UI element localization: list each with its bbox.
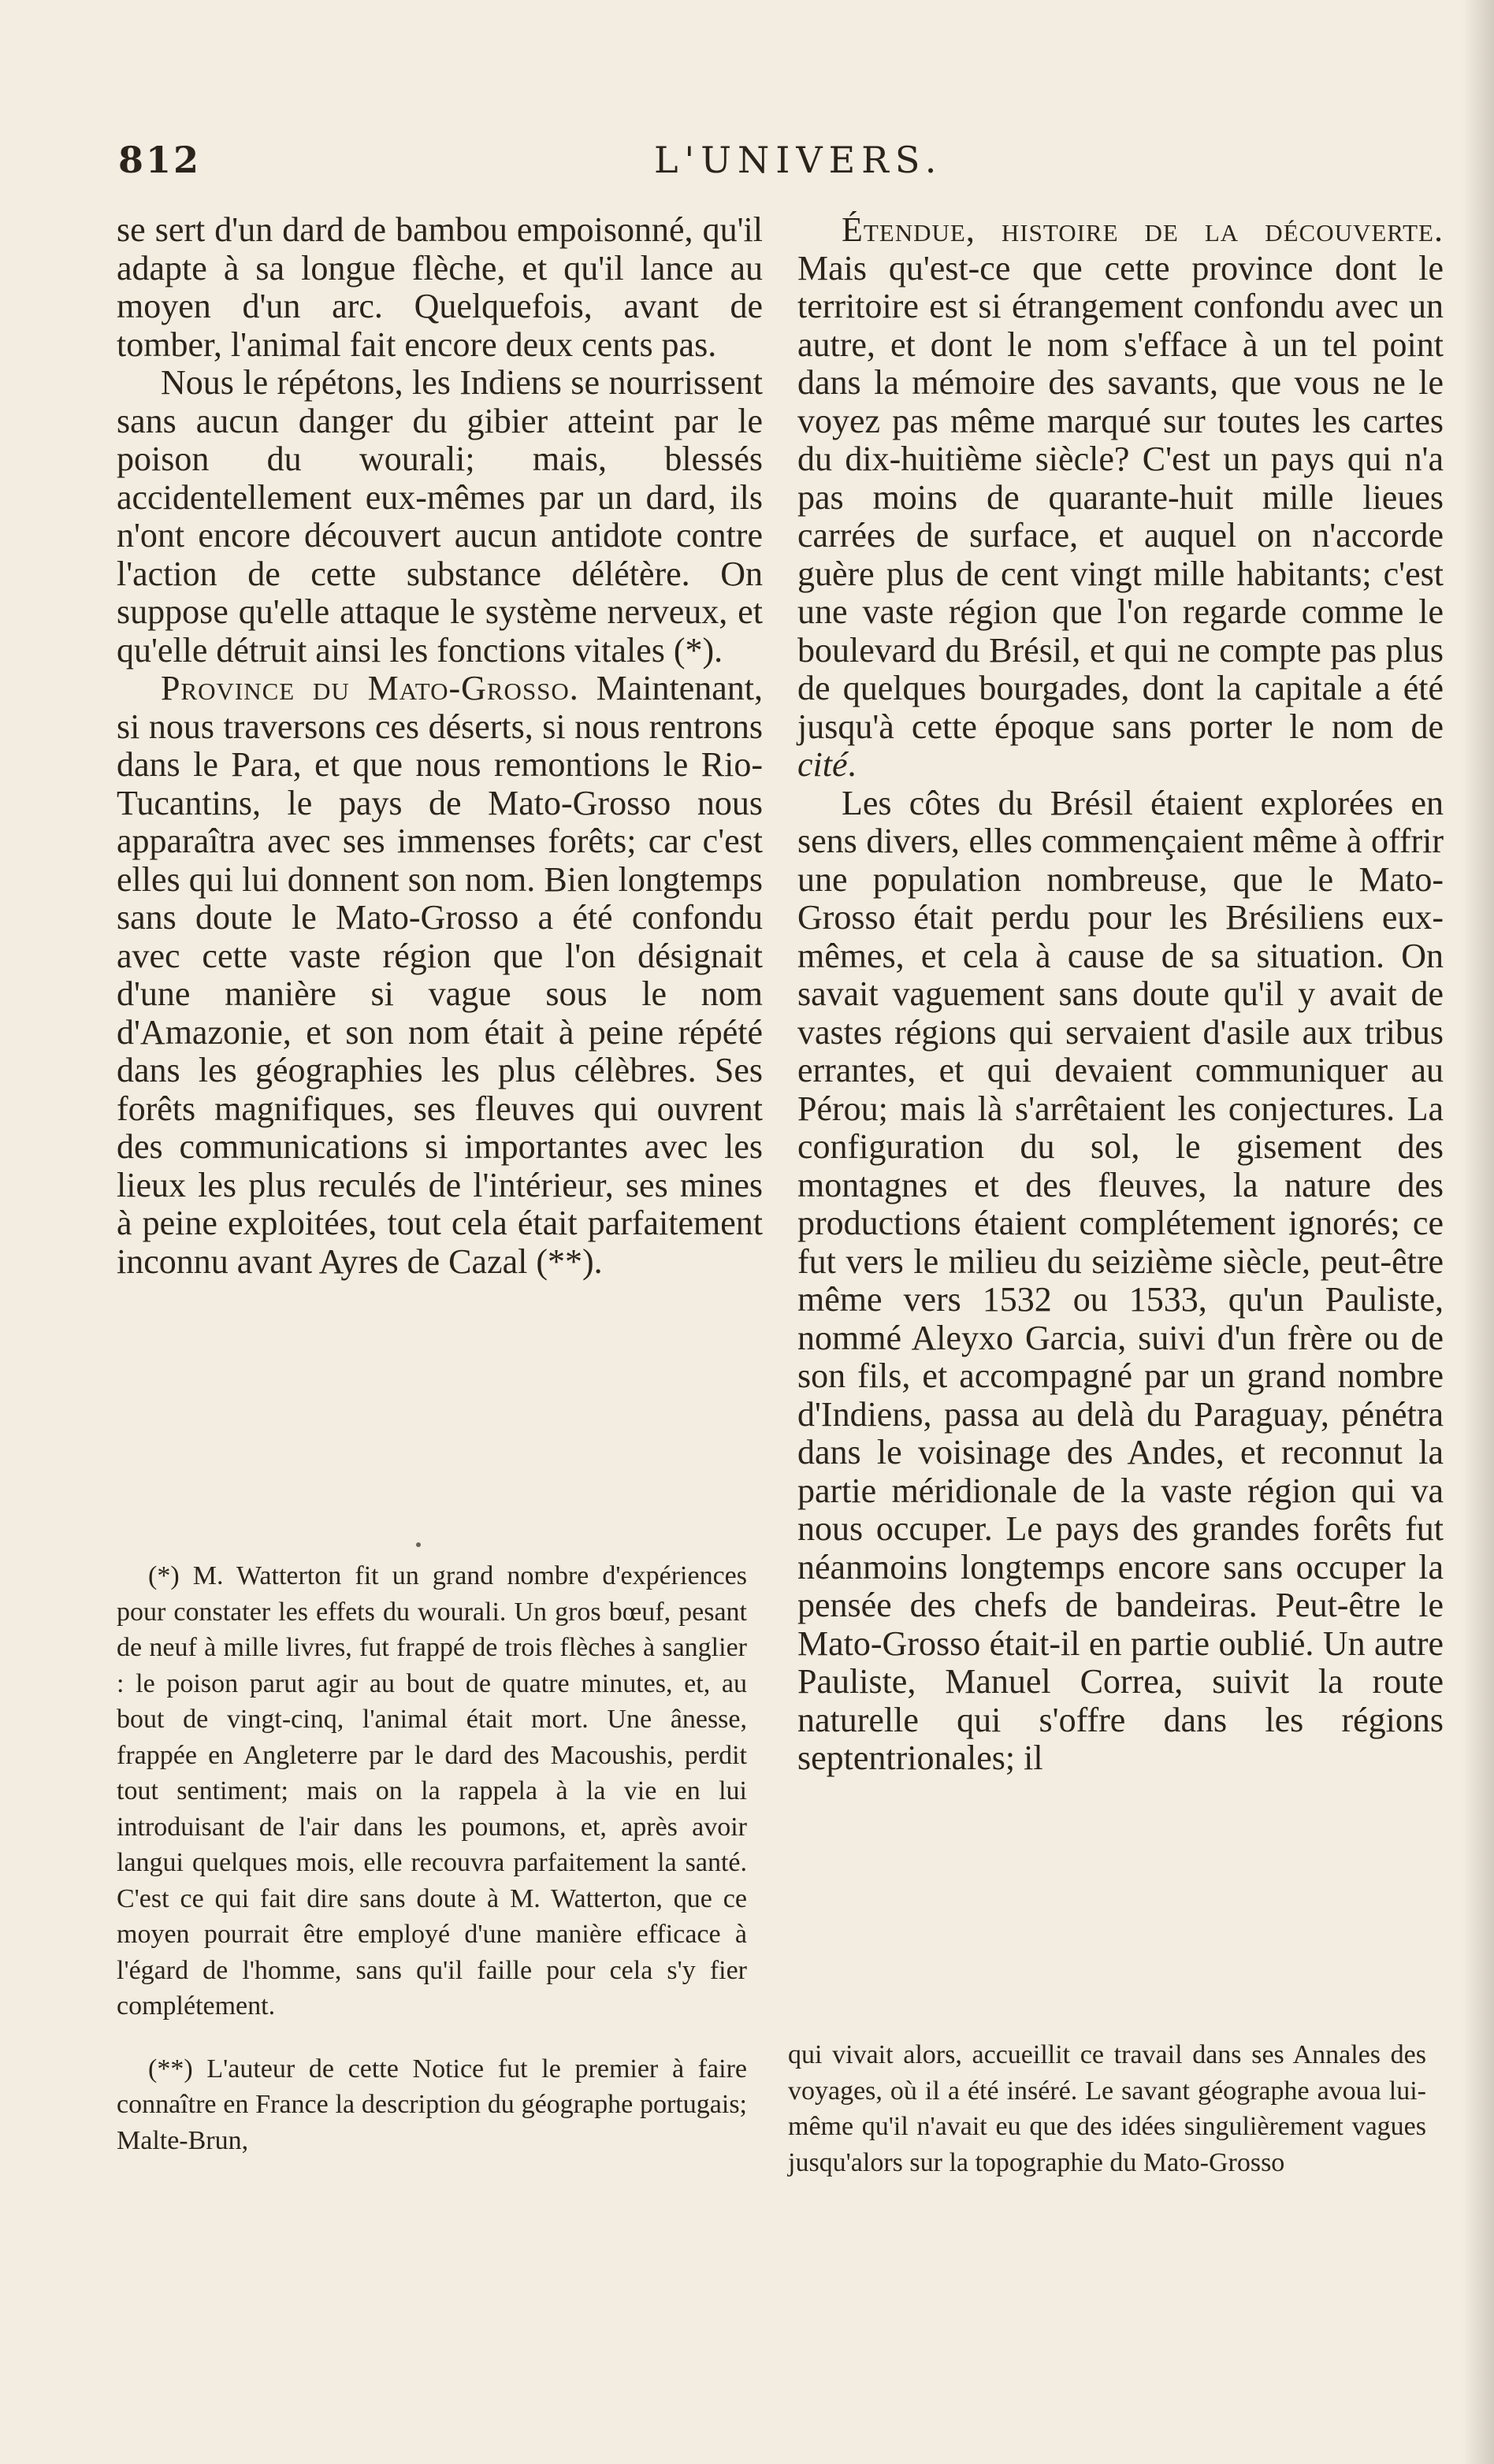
italic-cite: cité [797,745,848,784]
paragraph-blowgun: se sert d'un dard de bambou empoisonné, qu'il adapte à sa longue flèche, et qu'il lance au moyen d'un arc. Quelquefois, avant de tomber, l'animal fait encore deux cents pas. [117,210,763,364]
footnotes-right [788,2037,1426,2180]
paragraph-province [117,670,763,1281]
left-column [117,211,763,1281]
footnote-1: (*) M. Watterton fit un grand nombre d'expériences pour constater les effets du wourali. Un gros bœuf, pesant de neuf à mille livres, fut frappé de trois flèches à sanglier : le poison parut agir au bout de quatre minutes, et, au bout de vingt-cinq, l'animal était mort. Une ânesse, frappée en Angleterre par le dard des Macoushis, perdit tout sentiment; mais on la rappela à la vie en lui introduisant de l'air dans les poumons, et, après avoir langui quelques mois, elle recouvra parfaitement la santé. C'est ce qui fait dire sans doute à M. Watterton, que ce moyen pourrait être employé d'une manière efficace à l'égard de l'homme, sans qu'il faille pour cela s'y fier complétement. [117,1561,747,2021]
footnote-2-continued: qui vivait alors, accueillit ce travail dans ses Annales des voyages, où il a été inséré. Le savant géographe avoua lui-même qu'il n'avait eu que des idées singulièrement vagues jusqu'alors sur la topographie du Mato-Grosso [788,2040,1426,2177]
page-number: 812 [118,139,202,181]
page-edge-shadow [1462,0,1494,2464]
footnote-2: (**) L'auteur de cette Notice fut le premier à faire connaître en France la description du géographe portugais; Malte-Brun, [117,2054,747,2155]
section-heading-province: Province du Mato-Grosso. [161,669,579,707]
paragraph-extent [797,211,1444,785]
paragraph-province-text: Maintenant, si nous traversons ces déserts, si nous rentrons dans le Para, et que nous remontions le Rio-Tucantins, le pays de Mato-Grosso nous apparaîtra avec ses immenses forêts; car c'est elles qui lui donnent son nom. Bien longtemps sans doute le Mato-Grosso a été confondu avec cette vaste région que l'on désignait d'une manière si vague sous le nom d'Amazonie, et son nom était à peine répété dans les géographies les plus célèbres. Ses forêts magnifiques, ses fleuves qui ouvrent des communications si importantes avec les lieux les plus reculés de l'intérieur, ses mines à peine exploitées, tout cela était parfaitement inconnu avant Ayres de Cazal (**). [117,669,763,1281]
paragraph-extent-text: Mais qu'est-ce que cette province dont le territoire est si étrangement confondu avec un autre, et dont le nom s'efface à un tel point dans la mémoire des savants, que vous ne le voyez pas même marqué sur toutes les cartes du dix-huitième siècle? C'est un pays qui n'a pas moins de quarante-huit mille lieues carrées de surface, et auquel on n'accorde guère plus de cent vingt mille habitants; c'est une vaste région que l'on regarde comme le boulevard du Brésil, et qui ne compte pas plus de quelques bourgades, dont la capitale a été jusqu'à cette époque sans porter le nom de [797,248,1444,746]
section-heading-extent: Étendue, histoire de la découverte. [842,210,1444,249]
paragraph-discovery: Les côtes du Brésil étaient explorées en sens divers, elles commençaient même à offrir une population nombreuse, que le Mato-Grosso était perdu pour les Brésiliens eux-mêmes, et cela à cause de sa situation. On savait vaguement sans doute qu'il y avait de vastes régions qui servaient d'asile aux tribus errantes, et qui devaient communiquer au Pérou; mais là s'arrêtaient les conjectures. La configuration du sol, le gisement des montagnes et des fleuves, la nature des productions étaient complétement ignorés; ce fut vers le milieu du seizième siècle, peut-être même vers 1532 ou 1533, qu'un Pauliste, nommé Aleyxo Garcia, suivi d'un frère ou de son fils, et accompagné par un grand nombre d'Indiens, passa au delà du Paraguay, pénétra dans le voisinage des Andes, et reconnut la partie méridionale de la vaste région qui va nous occuper. Le pays des grandes forêts fut néanmoins longtemps encore sans occuper la pensée des chefs de bandeiras. Peut-être le Mato-Grosso était-il en partie oublié. Un autre Pauliste, Manuel Correa, suivit la route naturelle qui s'offre dans les régions septentrionales; il [797,783,1444,1777]
paragraph-extent-end: . [847,745,857,784]
paragraph-poison: Nous le répétons, les Indiens se nourrissent sans aucun danger du gibier atteint par le poison du wourali; mais, blessés accidentellement eux-mêmes par un dard, ils n'ont encore découvert aucun antidote contre l'action de cette substance délétère. On suppose qu'elle attaque le système nerveux, et qu'elle détruit ainsi les fonctions vitales (*). [117,363,763,670]
page-header [118,139,1442,186]
right-column [797,211,1444,1778]
running-title: L'UNIVERS. [654,139,943,181]
footnotes-left [117,1558,747,2158]
separator-dot [416,1542,421,1547]
